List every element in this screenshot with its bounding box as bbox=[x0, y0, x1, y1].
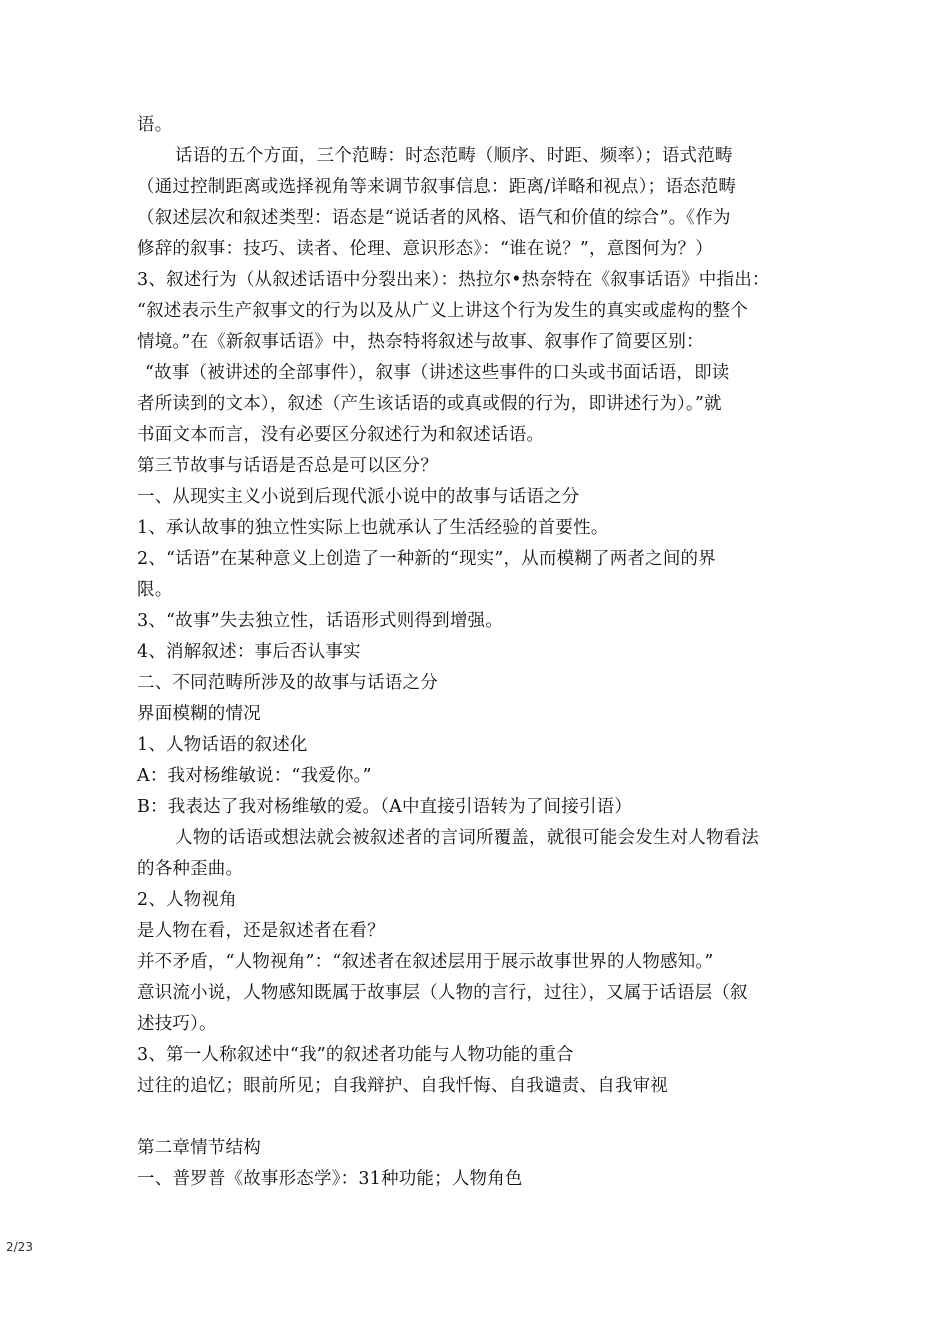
numbered-item: 3、“故事”失去独立性，话语形式则得到增强。 bbox=[137, 611, 503, 631]
text-line: 语。 bbox=[137, 115, 173, 135]
text-line: 限。 bbox=[137, 580, 173, 600]
text-line: （叙述层次和叙述类型：语态是“说话者的风格、语气和价值的综合”。《作为 bbox=[137, 208, 731, 228]
text-line: 情境。”在《新叙事话语》中，热奈特将叙述与故事、叙事作了简要区别： bbox=[137, 332, 704, 352]
text-line: 者所读到的文本），叙述（产生该话语的或真或假的行为，即讲述行为）。”就 bbox=[137, 394, 722, 414]
numbered-item: 1、人物话语的叙述化 bbox=[137, 735, 308, 755]
numbered-item: 3、第一人称叙述中“我”的叙述者功能与人物功能的重合 bbox=[137, 1045, 574, 1065]
subsection-heading: 一、普罗普《故事形态学》：31种功能；人物角色 bbox=[137, 1169, 523, 1189]
example-line: B：我表达了我对杨维敏的爱。（A中直接引语转为了间接引语） bbox=[137, 797, 633, 817]
chapter-heading: 第二章情节结构 bbox=[137, 1138, 261, 1158]
text-line: 书面文本而言，没有必要区分叙述行为和叙述话语。 bbox=[137, 425, 545, 445]
subsection-heading: 二、不同范畴所涉及的故事与话语之分 bbox=[137, 673, 438, 693]
page-number: 2/23 bbox=[6, 1240, 33, 1254]
text-line: 述技巧）。 bbox=[137, 1014, 217, 1034]
numbered-item: 1、承认故事的独立性实际上也就承认了生活经验的首要性。 bbox=[137, 518, 609, 538]
quote-line: “叙述表示生产叙事文的行为以及从广义上讲这个行为发生的真实或虚构的整个 bbox=[137, 301, 748, 321]
text-line: 并不矛盾，“人物视角”：“叙述者在叙述层用于展示故事世界的人物感知。” bbox=[137, 952, 714, 972]
example-line: A：我对杨维敏说：“我爱你。” bbox=[137, 766, 372, 786]
paragraph-line: 话语的五个方面，三个范畴：时态范畴（顺序、时距、频率）；语式范畴 bbox=[175, 146, 733, 166]
text-line: 修辞的叙事：技巧、读者、伦理、意识形态》：“谁在说？”，意图何为？） bbox=[137, 239, 713, 259]
subsection-heading: 一、从现实主义小说到后现代派小说中的故事与话语之分 bbox=[137, 487, 580, 507]
section-heading: 第三节故事与话语是否总是可以区分？ bbox=[137, 456, 438, 476]
paragraph-line: 人物的话语或想法就会被叙述者的言词所覆盖，就很可能会发生对人物看法 bbox=[175, 828, 760, 848]
text-line: 界面模糊的情况 bbox=[137, 704, 261, 724]
blank-line bbox=[137, 1102, 827, 1133]
numbered-item: 4、消解叙述：事后否认事实 bbox=[137, 642, 361, 662]
text-line: （通过控制距离或选择视角等来调节叙事信息：距离/详略和视点）；语态范畴 bbox=[137, 177, 737, 197]
numbered-item: 2、人物视角 bbox=[137, 890, 237, 910]
text-line: 过往的追忆；眼前所见；自我辩护、自我忏悔、自我谴责、自我审视 bbox=[137, 1076, 668, 1096]
text-line: 是人物在看，还是叙述者在看？ bbox=[137, 921, 385, 941]
document-body bbox=[137, 110, 827, 1195]
text-line: 的各种歪曲。 bbox=[137, 859, 244, 879]
text-line: 意识流小说，人物感知既属于故事层（人物的言行，过往），又属于话语层（叙 bbox=[137, 983, 748, 1003]
quote-line: “故事（被讲述的全部事件），叙事（讲述这些事件的口头或书面话语，即读 bbox=[145, 363, 730, 383]
numbered-item: 2、“话语”在某种意义上创造了一种新的“现实”，从而模糊了两者之间的界 bbox=[137, 549, 716, 569]
numbered-item: 3、叙述行为（从叙述话语中分裂出来）：热拉尔•热奈特在《叙事话语》中指出： bbox=[137, 270, 770, 290]
